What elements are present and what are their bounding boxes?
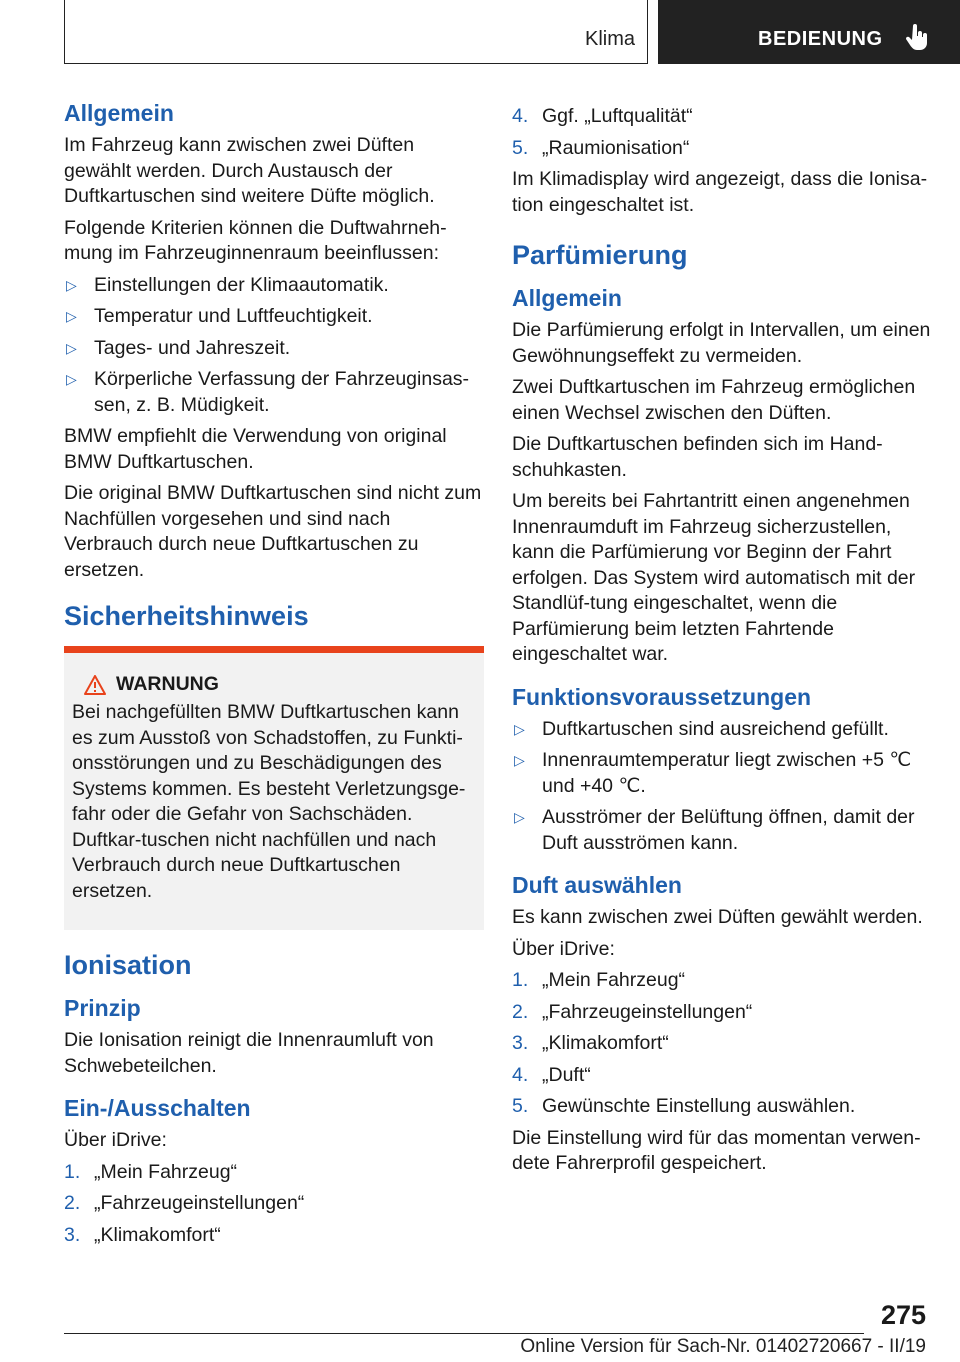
list-item: 1. „Mein Fahrzeug“ [64,1160,238,1183]
heading-ein-ausschalten: Ein-/Ausschalten [64,1095,251,1121]
hand-pointer-icon [904,24,930,52]
requirements-list [512,717,932,857]
warning-title: WARNUNG [116,673,219,695]
triangle-bullet-icon: ▷ [66,276,77,293]
triangle-bullet-icon: ▷ [514,809,525,825]
list-item: ▷ Einstellungen der Klimaautomatik. [64,273,484,299]
paragraph: Über iDrive: [512,937,615,960]
heading-sicherheitshinweis: Sicherheitshinweis [64,601,309,631]
paragraph: Die Einstellung wird für das momentan verwen-dete Fahrerprofil gespeichert. [512,1126,921,1174]
warning-header [72,673,478,696]
paragraph: Die Ionisation reinigt die Innenraumluft von Schwebeteilchen. [64,1029,434,1077]
heading-prinzip: Prinzip [64,995,141,1021]
list-item: 1. „Mein Fahrzeug“ [512,969,686,991]
paragraph: Über iDrive: [64,1129,167,1151]
warning-triangle-icon [84,675,106,695]
paragraph: Folgende Kriterien können die Duftwahrneh-mung im Fahrzeuginnenraum beeinflussen: [64,216,447,264]
triangle-bullet-icon: ▷ [514,720,525,737]
right-column [512,104,932,1183]
paragraph: Zwei Duftkartuschen im Fahrzeug ermöglichen einen Wechsel zwischen den Düften. [512,376,916,424]
list-item: 3. „Klimakomfort“ [64,1223,221,1246]
paragraph: Die Parfümierung erfolgt in Intervallen, um einen Gewöhnungseffekt zu vermeiden. [512,319,931,367]
heading-ionisation: Ionisation [64,950,192,980]
left-column [64,100,484,1254]
paragraph: BMW empfiehlt die Verwendung von original BMW Duftkartuschen. [64,425,447,473]
list-item: ▷ Tages- und Jahreszeit. [64,336,484,362]
steps-list-continued [512,104,932,161]
footer-text: Online Version für Sach-Nr. 01402720667 - II/19 [520,1336,926,1357]
list-item: 4. „Duft“ [512,1063,591,1086]
list-item: ▷ Ausströmer der Belüftung öffnen, damit der Duft ausströmen kann. [514,806,915,854]
warning-box [64,646,484,930]
page-number: 275 [880,1300,926,1330]
paragraph: Im Fahrzeug kann zwischen zwei Düften gewählt werden. Durch Austausch der Duftkartuschen sind weitere Düfte möglich. [64,134,435,207]
chapter-tab [658,0,960,64]
list-item: 3. „Klimakomfort“ [512,1032,669,1054]
steps-list [64,1160,484,1249]
heading-allgemein: Allgemein [64,100,174,126]
footer-divider [64,1333,864,1334]
list-item: ▷ Körperliche Verfassung der Fahrzeuginsas-sen, z. B. Müdigkeit. [66,368,470,416]
chapter-label: BEDIENUNG [758,28,883,50]
list-item: ▷ Innenraumtemperatur liegt zwischen +5 ℃ und +40 ℃. [514,749,912,797]
section-title: Klima [584,28,635,50]
list-item: ▷ Temperatur und Luftfeuchtigkeit. [64,304,484,330]
list-item: 4. Ggf. „Luftqualität“ [512,105,693,127]
heading-allgemein: Allgemein [512,285,622,311]
paragraph: Die Duftkartuschen befinden sich im Hand-schuhkasten. [512,433,883,481]
list-item: 2. „Fahrzeugeinstellungen“ [512,1000,753,1023]
heading-funktionsvoraussetzungen: Funktionsvoraussetzungen [512,683,812,710]
list-item: 5. „Raumionisation“ [512,136,690,159]
list-item: 5. Gewünschte Einstellung auswählen. [512,1095,856,1117]
paragraph: Es kann zwischen zwei Düften gewählt werden. [512,906,923,928]
criteria-list [64,273,484,419]
heading-parfuemierung: Parfümierung [512,240,688,270]
header-frame [64,0,648,64]
paragraph: Die original BMW Duftkartuschen sind nicht zum Nachfüllen vorgesehen und sind nach Verbrauch durch neue Duftkartuschen zu ersetzen. [64,482,482,581]
triangle-bullet-icon: ▷ [66,339,77,356]
paragraph: Im Klimadisplay wird angezeigt, dass die Ionisa-tion eingeschaltet ist. [512,168,928,216]
paragraph: Um bereits bei Fahrtantritt einen angenehmen Innenraumduft im Fahrzeug sicherzustellen, kann die Parfümierung vor Beginn der Fahrt erfolgen. Das System wird automatisch mit der Standlüf-tung eingeschaltet, wenn die Parfümierung beim letzten Fahrtende eingeschaltet war. [512,490,916,665]
triangle-bullet-icon: ▷ [66,371,77,387]
heading-duft-auswaehlen: Duft auswählen [512,872,682,898]
triangle-bullet-icon: ▷ [66,308,77,324]
duft-steps-list [512,968,932,1120]
list-item: 2. „Fahrzeugeinstellungen“ [64,1192,305,1214]
triangle-bullet-icon: ▷ [514,752,525,768]
list-item: ▷ Duftkartuschen sind ausreichend gefüllt. [512,717,932,743]
warning-text: Bei nachgefüllten BMW Duftkartuschen kann es zum Ausstoß von Schadstoffen, zu Funkti-onsstörungen und zu Beschädigungen des Systems kommen. Es besteht Verletzungsge-fahr oder die Gefahr von Sachschäden. Duftkar-tuschen nicht nachfüllen und nach Verbrauch durch neue Duftkartuschen ersetzen. [72,701,466,902]
